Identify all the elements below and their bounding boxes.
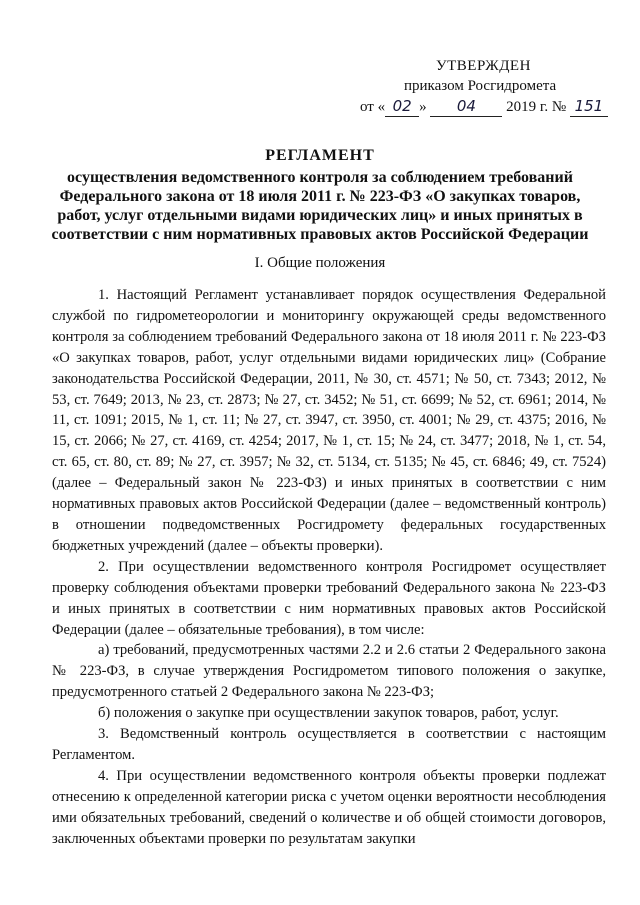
approval-year: 2019 г. № (506, 99, 567, 115)
paragraph-2: 2. При осуществлении ведомственного контроля Росгидромет осуществляет проверку соблюдения объектами проверки требований Федерального закона № 223-ФЗ и иных принятых в соответствии с ним нормативных правовых актов Российской Федерации (далее – обязательные требования), в том числе: (52, 558, 606, 638)
date-mid: » (419, 99, 427, 115)
approval-number: 151 (570, 96, 608, 117)
title-heading: РЕГЛАМЕНТ (265, 147, 375, 164)
date-prefix: от « (360, 99, 386, 115)
approval-order: приказом Росгидромета (404, 78, 557, 94)
section-title: I. Общие положения (254, 255, 386, 271)
paragraph-4: 4. При осуществлении ведомственного контроля объекты проверки подлежат отнесению к определенной категории риска с учетом оценки вероятности несоблюдения ими обязательных требований, сведений о количестве и об общей стоимости договоров, заключенных объектами проверки по результатам закупки (52, 767, 606, 847)
paragraph-2b: б) положения о закупке при осуществлении закупок товаров, работ, услуг. (98, 705, 559, 722)
paragraph-1: 1. Настоящий Регламент устанавливает порядок осуществления Федеральной службой по гидрометеорологии и мониторингу окружающей среды ведомственного контроля за соблюдением требований Федерального закона от 18 июля 2011 г. № 223-ФЗ «О закупках товаров, работ, услуг отдельными видами юридических лиц» (Собрание законодательства Российской Федерации, 2011, № 30, ст. 4571; № 50, ст. 7343; 2012, № 53, ст. 7649; 2013, № 23, ст. 2873; № 27, ст. 3452; № 51, ст. 6699; № 52, ст. 6961; 2014, № 11, ст. 1091; 2015, № 1, ст. 11; № 27, ст. 3947, ст. 3950, ст. 4001; № 29, ст. 4375; 2016, № 15, ст. 2066; № 27, ст. 4169, ст. 4254; 2017, № 1, ст. 15; № 24, ст. 3477; 2018, № 1, ст. 54, ст. 65, ст. 80, ст. 89; № 27, ст. 3957; № 32, ст. 5134, ст. 5135; № 45, ст. 6846; 49, ст. 7524) (далее – Федеральный закон № 223-ФЗ) и иных принятых в соответствии с ним нормативных правовых актов Российской Федерации (далее – ведомственный контроль) в отношении подведомственных Росгидромету федеральных государственных бюджетных учреждений (далее – объекты проверки). (52, 287, 606, 554)
approval-date-line (360, 96, 604, 117)
paragraph-3: 3. Ведомственный контроль осуществляется в соответствии с настоящим Регламентом. (52, 726, 606, 763)
paragraph-2a: а) требований, предусмотренных частями 2.2 и 2.6 статьи 2 Федерального закона № 223-ФЗ, в случае утверждения Росгидрометом типового положения о закупке, предусмотренного статьей 2 Федерального закона № 223-ФЗ; (52, 642, 606, 701)
document-title (40, 146, 600, 244)
approval-month: 04 (430, 96, 502, 117)
document-body (52, 285, 606, 849)
title-subtitle: осуществления ведомственного контроля за соблюдением требований Федерального закона от 18 июля 2011 г. № 223-ФЗ «О закупках товаров, работ, услуг отдельными видами юридических лиц» и иных принятых в соответствии с ним нормативных правовых актов Российской Федерации (51, 169, 589, 243)
approval-stamp (360, 56, 604, 117)
approval-heading: УТВЕРЖДЕН (436, 58, 531, 74)
approval-day: 02 (385, 96, 419, 117)
